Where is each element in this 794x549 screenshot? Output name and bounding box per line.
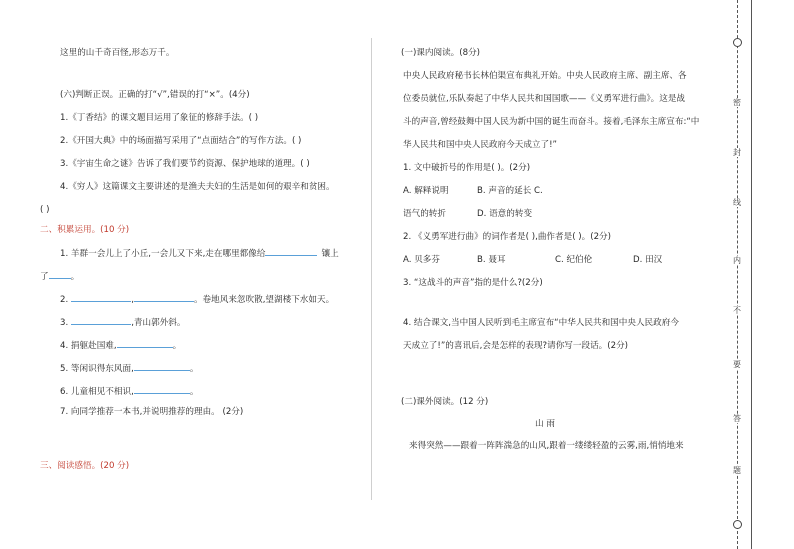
part2-title: (二)课外阅读。(12 分) <box>401 397 489 407</box>
fill-4-text-b: 。 <box>172 341 182 351</box>
q2-option-b[interactable]: B. 聂耳 <box>477 255 506 265</box>
poem-title: 山 雨 <box>535 419 555 429</box>
fill-6-text-a: 6. 儿童相见不相识, <box>60 387 134 397</box>
seal-circle-top <box>733 38 742 47</box>
judge-item-1: 1.《丁香结》的课文题目运用了象征的修辞手法。( ) <box>60 113 259 123</box>
section2-title: 二、积累运用。(10 分) <box>40 225 130 235</box>
fill-item-2 <box>60 292 334 306</box>
judge-item-4-paren: ( ) <box>40 205 50 215</box>
fill-item-1-cont <box>40 269 79 283</box>
q1-option-a[interactable]: A. 解释说明 <box>403 186 449 196</box>
seal-char-8: 题 <box>733 466 741 475</box>
question-4-line-1: 4. 结合课文,当中国人民听到毛主席宣布“中华人民共和国中央人民政府今 <box>403 318 679 328</box>
seal-char-1: 密 <box>733 98 741 107</box>
passage-line-2: 位委员就位,乐队奏起了中华人民共和国国歌——《义勇军进行曲》。这是战 <box>403 94 686 104</box>
q2-option-c[interactable]: C. 纪伯伦 <box>555 255 593 265</box>
seal-char-3: 线 <box>733 198 741 207</box>
passage-line-3: 斗的声音,曾经鼓舞中国人民为新中国的诞生而奋斗。接着,毛泽东主席宣布:“中 <box>403 117 700 127</box>
seal-char-6: 要 <box>733 360 741 369</box>
seal-circle-bottom <box>733 520 742 529</box>
q1-option-d[interactable]: D. 语意的转变 <box>477 209 533 219</box>
part1-title: (一)课内阅读。(8分) <box>401 48 481 58</box>
seal-char-7: 答 <box>733 414 741 423</box>
passage-line-1: 中央人民政府秘书长林伯渠宣布典礼开始。中央人民政府主席、副主席、各 <box>403 71 687 81</box>
fill-1-text-a: 1. 羊群一会儿上了小丘,一会儿又下来,走在哪里都像给 <box>60 249 266 259</box>
fill-6-text-b: 。 <box>189 387 199 397</box>
intro-line: 这里的山千奇百怪,形态万千。 <box>60 48 175 58</box>
seal-char-4: 内 <box>733 256 741 265</box>
judge-item-3: 3.《宇宙生命之谜》告诉了我们要节约资源、保护地球的道理。( ) <box>60 159 310 169</box>
judge-item-4: 4.《穷人》这篇课文主要讲述的是渔夫夫妇的生活是如何的艰辛和贫困。 <box>60 182 335 192</box>
fill-2-blank-a[interactable] <box>71 292 131 302</box>
column-divider <box>371 38 372 500</box>
question-1: 1. 文中破折号的作用是( )。(2分) <box>403 163 531 173</box>
q2-option-d[interactable]: D. 田汉 <box>633 255 663 265</box>
fill-1-blank-b[interactable] <box>49 269 71 279</box>
fill-3-blank[interactable] <box>71 315 131 325</box>
fill-1-blank-a[interactable] <box>265 246 317 256</box>
fill-2-blank-b[interactable] <box>134 292 194 302</box>
fill-5-blank[interactable] <box>134 361 190 371</box>
q1-option-c[interactable]: 语气的转折 <box>403 209 446 219</box>
fill-item-4 <box>60 338 181 352</box>
fill-3-text-a: 3. <box>60 318 69 328</box>
fill-2-text-c: 。卷地风来忽吹散,望湖楼下水如天。 <box>193 295 335 305</box>
section3-title: 三、阅读感悟。(20 分) <box>40 461 130 471</box>
question-3: 3. “这战斗的声音”指的是什么?(2分) <box>403 278 543 288</box>
seal-margin-strip <box>735 0 755 549</box>
fill-item-7: 7. 向同学推荐一本书,并说明推荐的理由。 (2分) <box>60 407 244 417</box>
judge-item-2: 2.《开国大典》中的场面描写采用了“点面结合”的写作方法。( ) <box>60 136 302 146</box>
fill-1-text-d: 。 <box>70 272 80 282</box>
fill-5-text-a: 5. 等闲识得东风面, <box>60 364 134 374</box>
seal-char-5: 不 <box>733 306 741 315</box>
fill-item-3 <box>60 315 186 329</box>
passage-line-4: 华人民共和国中央人民政府今天成立了!” <box>403 140 557 150</box>
seal-char-2: 封 <box>733 148 741 157</box>
fill-item-1 <box>60 246 339 260</box>
question-2: 2. 《义勇军进行曲》的词作者是( ),曲作者是( )。(2分) <box>403 232 611 242</box>
fill-6-blank[interactable] <box>134 384 190 394</box>
fill-1-text-b: 镶上 <box>321 249 339 259</box>
seal-solid-line-right <box>751 0 752 549</box>
fill-item-6 <box>60 384 198 398</box>
q2-option-a[interactable]: A. 贝多芬 <box>403 255 440 265</box>
fill-3-text-b: ,青山郭外斜。 <box>131 318 186 328</box>
fill-item-5 <box>60 361 198 375</box>
q1-option-b[interactable]: B. 声音的延长 C. <box>477 186 543 196</box>
question-4-line-2: 天成立了!”的喜讯后,会是怎样的表现?请你写一段话。(2分) <box>403 341 629 351</box>
fill-2-text-b: , <box>131 295 134 305</box>
fill-5-text-b: 。 <box>189 364 199 374</box>
section6-title: (六)判断正误。正确的打“√”,错误的打“×”。(4分) <box>60 90 250 100</box>
fill-4-blank[interactable] <box>117 338 173 348</box>
fill-1-text-c: 了 <box>40 272 49 282</box>
fill-2-text-a: 2. <box>60 295 69 305</box>
fill-4-text-a: 4. 捐躯赴国难, <box>60 341 117 351</box>
poem-line-1: 来得突然——跟着一阵阵湍急的山风,跟着一缕缕轻盈的云雾,雨,悄悄地来 <box>409 441 684 451</box>
